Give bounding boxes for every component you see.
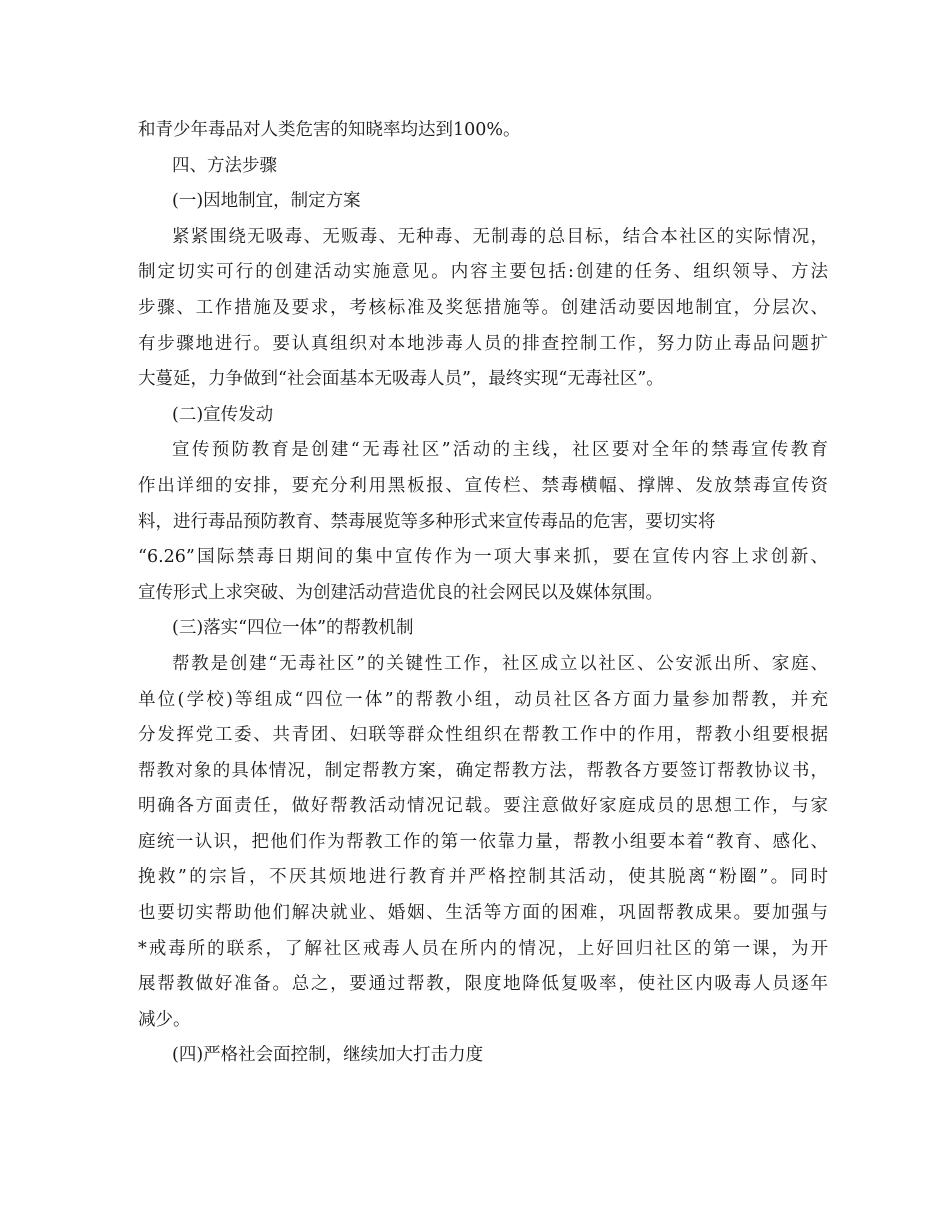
text-line: 宣传形式上求突破、为创建活动营造优良的社会网民以及媒体氛围。 — [138, 582, 663, 603]
text-line: 有步骤地进行。要认真组织对本地涉毒人员的排查控制工作，努力防止毒品问题扩 — [138, 333, 828, 354]
text-line: 制定切实可行的创建活动实施意见。内容主要包括:创建的任务、组织领导、方法 — [138, 262, 828, 283]
text-line: 紧紧围绕无吸毒、无贩毒、无种毒、无制毒的总目标，结合本社区的实际情况， — [172, 226, 828, 247]
text-line: 作出详细的安排，要充分利用黑板报、宣传栏、禁毒横幅、撑牌、发放禁毒宣传资 — [138, 475, 828, 496]
text-line: 减少。 — [138, 1009, 191, 1030]
text-line: 料，进行毒品预防教育、禁毒展览等多种形式来宣传毒品的危害，要切实将 — [138, 511, 716, 532]
text-line: 宣传预防教育是创建“无毒社区”活动的主线，社区要对全年的禁毒宣传教育 — [172, 440, 828, 461]
text-line: 四、方法步骤 — [172, 155, 277, 176]
text-line: (四)严格社会面控制，继续加大打击力度 — [172, 1045, 484, 1066]
text-line: 单位(学校)等组成“四位一体”的帮教小组，动员社区各方面力量参加帮教，并充 — [138, 689, 828, 710]
text-line: 庭统一认识，把他们作为帮教工作的第一依靠力量，帮教小组要本着“教育、感化、 — [138, 831, 828, 852]
document-body — [138, 113, 828, 1074]
text-line: 分发挥党工委、共青团、妇联等群众性组织在帮教工作中的作用，帮教小组要根据 — [138, 725, 828, 746]
text-line: 明确各方面责任，做好帮教活动情况记载。要注意做好家庭成员的思想工作，与家 — [138, 796, 828, 817]
text-line: 挽救”的宗旨，不厌其烦地进行教育并严格控制其活动，使其脱离“粉圈”。同时 — [138, 867, 828, 888]
text-line: *戒毒所的联系，了解社区戒毒人员在所内的情况，上好回归社区的第一课，为开 — [138, 938, 828, 959]
text-line: (三)落实“四位一体”的帮教机制 — [172, 618, 414, 639]
text-line: (二)宣传发动 — [172, 404, 274, 425]
text-line: 大蔓延，力争做到“社会面基本无吸毒人员”，最终实现“无毒社区”。 — [138, 369, 664, 390]
text-line: 展帮教做好准备。总之，要通过帮教，限度地降低复吸率，使社区内吸毒人员逐年 — [138, 974, 828, 995]
text-line: (一)因地制宜，制定方案 — [172, 191, 361, 212]
text-line: 帮教对象的具体情况，制定帮教方案，确定帮教方法，帮教各方要签订帮教协议书， — [138, 760, 828, 781]
text-line: 也要切实帮助他们解决就业、婚姻、生活等方面的困难，巩固帮教成果。要加强与 — [138, 903, 828, 924]
text-line: 和青少年毒品对人类危害的知晓率均达到100%。 — [138, 120, 521, 140]
text-line: 帮教是创建“无毒社区”的关键性工作，社区成立以社区、公安派出所、家庭、 — [172, 653, 828, 674]
text-line: “6.26”国际禁毒日期间的集中宣传作为一项大事来抓，要在宣传内容上求创新、 — [138, 547, 828, 568]
text-line: 步骤、工作措施及要求，考核标准及奖惩措施等。创建活动要因地制宜，分层次、 — [138, 297, 828, 318]
